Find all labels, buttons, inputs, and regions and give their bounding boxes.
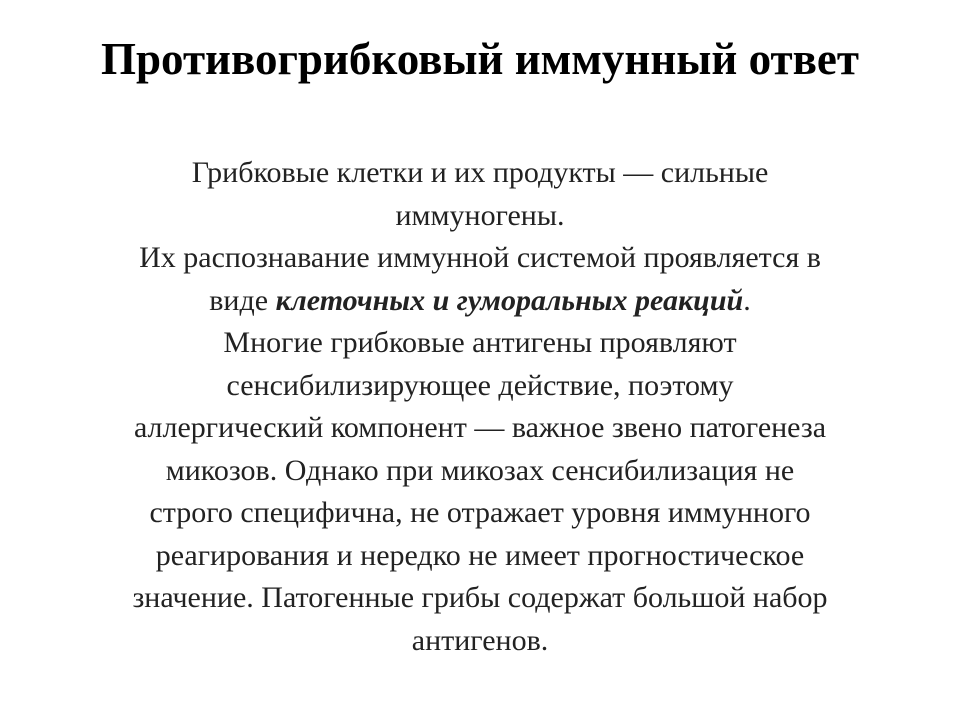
body-line: реагирования и нередко не имеет прогностическое — [155, 538, 805, 572]
emphasized-phrase: клеточных и гуморальных реакций — [275, 283, 744, 317]
body-line: значение. Патогенные грибы содержат большой набор — [132, 581, 828, 614]
body-line: аллергический компонент — важное звено патогенеза — [133, 411, 827, 444]
body-text-fragment: виде — [209, 283, 276, 317]
body-line: Грибковые клетки и их продукты — сильные — [191, 156, 769, 189]
body-line: антигенов. — [411, 623, 549, 657]
body-text-fragment: . — [743, 283, 751, 317]
body-line: Многие грибковые антигены проявляют — [223, 326, 737, 359]
slide-body-text — [40, 152, 920, 662]
body-line-with-emphasis — [40, 280, 920, 323]
body-line: Их распознавание иммунной системой проявляется в — [139, 241, 821, 274]
body-line: сенсибилизирующее действие, поэтому — [226, 368, 734, 402]
body-line: иммуногены. — [395, 198, 565, 232]
body-line: микозов. Однако при микозах сенсибилизация не — [165, 453, 795, 487]
slide-title: Противогрибковый иммунный ответ — [101, 34, 859, 84]
body-line: строго специфична, не отражает уровня иммунного — [149, 496, 811, 529]
